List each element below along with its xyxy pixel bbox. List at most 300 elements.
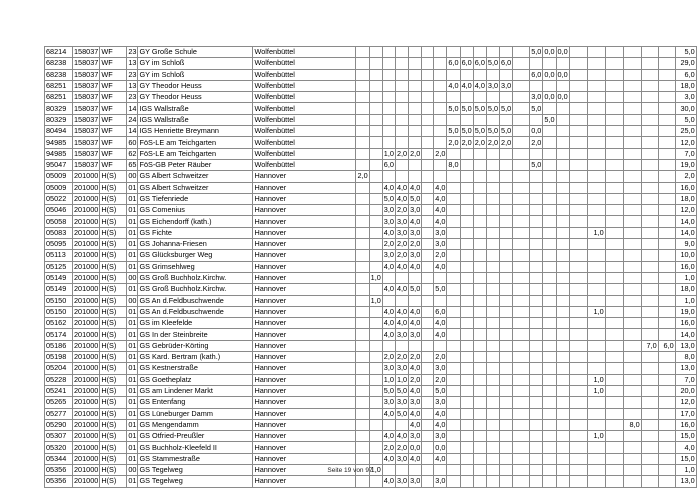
cell-c4: 2,0 <box>396 442 408 452</box>
cell-c6 <box>422 227 434 238</box>
cell-c21 <box>641 453 658 464</box>
cell-c17 <box>569 363 587 374</box>
cell-id: 05344 <box>45 453 73 464</box>
table-row <box>45 408 697 419</box>
cell-school: GS Gebrüder-Körting <box>138 340 253 351</box>
cell-c10: 5,0 <box>474 103 485 113</box>
cell-c15 <box>543 385 556 396</box>
cell-c13 <box>513 126 530 137</box>
cell-c8 <box>447 408 460 419</box>
cell-c10 <box>473 227 486 238</box>
cell-c9 <box>460 363 473 374</box>
cell-city: Wolfenbüttel <box>253 126 356 137</box>
cell-c6 <box>422 374 434 385</box>
cell-nr: 01 <box>128 476 137 486</box>
cell-c7: 4,0 <box>435 318 446 328</box>
cell-c11 <box>486 92 499 103</box>
cell-c9 <box>460 148 473 159</box>
cell-c11 <box>486 374 499 385</box>
cell-nr: 01 <box>128 182 137 192</box>
cell-c18: 1,0 <box>587 385 605 396</box>
cell-c2 <box>369 329 382 340</box>
cell-c19 <box>605 205 623 216</box>
cell-c8 <box>447 340 460 351</box>
cell-c11 <box>486 272 499 283</box>
cell-c18 <box>587 239 605 250</box>
cell-c10 <box>473 47 486 58</box>
cell-c1 <box>356 92 369 103</box>
cell-c9 <box>460 92 473 103</box>
cell-id: 68238 <box>45 69 73 80</box>
cell-code: 201000 <box>74 318 99 328</box>
cell-c15 <box>543 397 556 408</box>
cell-total: 20,0 <box>675 385 696 396</box>
cell-c14 <box>530 363 543 374</box>
cell-c18 <box>587 182 605 193</box>
cell-c16 <box>556 227 569 238</box>
cell-total: 10,0 <box>675 250 696 261</box>
cell-c18 <box>587 159 605 170</box>
cell-school: GS Tegelweg <box>138 476 253 487</box>
cell-type: WF <box>100 114 127 125</box>
cell-c15 <box>543 363 556 374</box>
cell-c8 <box>447 239 460 250</box>
cell-c7: 4,0 <box>435 205 446 215</box>
cell-school: GS Glücksburger Weg <box>138 250 253 261</box>
cell-c14 <box>530 261 543 272</box>
cell-c10 <box>473 295 486 306</box>
cell-c4: 4,0 <box>396 194 408 203</box>
cell-c7: 4,0 <box>435 329 446 339</box>
cell-c19 <box>605 182 623 193</box>
cell-c19 <box>605 340 623 351</box>
cell-c13 <box>513 329 530 340</box>
cell-type: H(S) <box>100 250 127 261</box>
cell-c5: 3,0 <box>410 397 421 407</box>
cell-c16 <box>556 397 569 408</box>
cell-c22 <box>658 250 675 261</box>
cell-c8: 4,0 <box>448 81 459 91</box>
cell-c22 <box>658 159 675 170</box>
cell-c6 <box>422 431 434 442</box>
cell-c1 <box>356 284 369 295</box>
cell-c14 <box>530 216 543 227</box>
cell-c13 <box>513 92 530 103</box>
cell-c16 <box>556 272 569 283</box>
cell-school: FöS-GB Peter Räuber <box>138 159 253 170</box>
cell-c3: 1,0 <box>383 374 394 384</box>
cell-c12 <box>500 92 513 103</box>
cell-c19 <box>605 261 623 272</box>
cell-code: 201000 <box>74 363 99 373</box>
cell-city: Wolfenbüttel <box>253 159 356 170</box>
cell-c2 <box>369 205 382 216</box>
cell-c1 <box>356 453 369 464</box>
cell-c15 <box>543 58 556 69</box>
cell-c12 <box>500 148 513 159</box>
cell-c11 <box>486 284 499 295</box>
cell-c8 <box>447 476 460 487</box>
cell-c12: 5,0 <box>501 126 512 136</box>
cell-c20 <box>623 193 641 204</box>
cell-type: H(S) <box>100 397 127 408</box>
cell-c1 <box>356 318 369 329</box>
cell-nr: 14 <box>128 103 137 113</box>
cell-type: WF <box>100 148 127 159</box>
table-body <box>45 47 697 488</box>
cell-c8 <box>447 261 460 272</box>
cell-school: GY im Schloß <box>138 58 253 69</box>
cell-c9 <box>460 442 473 453</box>
cell-code: 158037 <box>74 137 99 147</box>
cell-id: 05356 <box>45 476 73 487</box>
cell-c4 <box>395 171 408 182</box>
cell-nr: 23 <box>128 47 137 57</box>
cell-c13 <box>513 363 530 374</box>
cell-c3: 4,0 <box>383 182 394 192</box>
cell-c8 <box>447 385 460 396</box>
cell-c12 <box>500 363 513 374</box>
cell-c20 <box>623 92 641 103</box>
cell-c16 <box>556 385 569 396</box>
cell-nr: 01 <box>128 442 137 452</box>
cell-c9 <box>460 431 473 442</box>
cell-c17 <box>569 442 587 453</box>
cell-c1 <box>356 272 369 283</box>
cell-c19 <box>605 69 623 80</box>
cell-c18 <box>587 47 605 58</box>
cell-code: 201000 <box>74 284 99 294</box>
cell-c10 <box>473 329 486 340</box>
cell-school: GS Mengendamm <box>138 419 253 430</box>
cell-c11 <box>486 205 499 216</box>
cell-c7: 3,0 <box>435 363 446 373</box>
cell-c7: 3,0 <box>435 397 446 407</box>
cell-c8 <box>447 148 460 159</box>
cell-c16 <box>556 171 569 182</box>
cell-c3 <box>382 114 395 125</box>
cell-c1 <box>356 58 369 69</box>
cell-city: Hannover <box>253 261 356 272</box>
cell-c19 <box>605 363 623 374</box>
cell-c14 <box>530 295 543 306</box>
cell-c14: 3,0 <box>531 92 542 102</box>
cell-id: 05150 <box>45 295 73 306</box>
cell-c15: 0,0 <box>544 47 555 57</box>
cell-c4 <box>395 47 408 58</box>
cell-c9 <box>460 476 473 487</box>
cell-c1 <box>356 227 369 238</box>
cell-c22 <box>658 216 675 227</box>
cell-c5 <box>409 340 422 351</box>
cell-c12 <box>500 442 513 453</box>
cell-city: Hannover <box>253 193 356 204</box>
cell-c2 <box>369 171 382 182</box>
cell-code: 158037 <box>74 81 99 91</box>
cell-c7: 4,0 <box>435 182 446 192</box>
cell-city: Hannover <box>253 306 356 317</box>
cell-total: 12,0 <box>675 205 696 216</box>
cell-city: Hannover <box>253 250 356 261</box>
cell-c22 <box>658 58 675 69</box>
cell-c3: 4,0 <box>383 227 394 237</box>
cell-c18 <box>587 137 605 148</box>
cell-id: 05186 <box>45 340 73 351</box>
cell-school: GY im Schloß <box>138 69 253 80</box>
cell-school: GS Tiefenriede <box>138 193 253 204</box>
cell-c4: 4,0 <box>396 306 408 316</box>
cell-c22 <box>658 103 675 114</box>
cell-nr: 01 <box>128 363 137 373</box>
cell-total: 15,0 <box>675 431 696 442</box>
cell-city: Hannover <box>253 329 356 340</box>
cell-c21 <box>641 126 658 137</box>
cell-code: 158037 <box>74 160 99 170</box>
cell-school: GS An d.Feldbuschwende <box>138 295 253 306</box>
cell-type: H(S) <box>100 171 127 182</box>
cell-c5: 4,0 <box>410 182 421 192</box>
cell-c7: 2,0 <box>435 148 446 158</box>
cell-school: GS Albert Schweitzer <box>138 182 253 193</box>
cell-c5 <box>409 137 422 148</box>
cell-school: GS In der Steinbreite <box>138 329 253 340</box>
cell-c3: 4,0 <box>383 318 394 328</box>
cell-c8 <box>447 363 460 374</box>
cell-code: 201000 <box>74 171 99 181</box>
table-row <box>45 92 697 103</box>
cell-school: GS Johanna-Friesen <box>138 239 253 250</box>
cell-school: GS Stammestraße <box>138 453 253 464</box>
cell-c17 <box>569 80 587 91</box>
cell-c20 <box>623 318 641 329</box>
cell-c17 <box>569 431 587 442</box>
cell-c8 <box>447 47 460 58</box>
cell-c11 <box>486 227 499 238</box>
cell-c11: 5,0 <box>487 126 499 136</box>
cell-c5: 3,0 <box>410 329 421 339</box>
cell-c6 <box>422 442 434 453</box>
cell-c18 <box>587 193 605 204</box>
cell-c20 <box>623 476 641 487</box>
cell-c4: 3,0 <box>396 397 408 407</box>
cell-c2 <box>369 261 382 272</box>
cell-c1 <box>356 216 369 227</box>
cell-c16 <box>556 148 569 159</box>
table-row <box>45 216 697 227</box>
cell-c4: 3,0 <box>396 216 408 226</box>
cell-c15 <box>543 227 556 238</box>
cell-c6 <box>422 205 434 216</box>
cell-c5 <box>409 47 422 58</box>
cell-c5: 4,0 <box>410 306 421 316</box>
cell-c4 <box>395 137 408 148</box>
cell-code: 201000 <box>74 397 99 407</box>
cell-c1 <box>356 408 369 419</box>
cell-nr: 00 <box>128 295 137 305</box>
cell-c22 <box>658 69 675 80</box>
cell-code: 201000 <box>74 431 99 441</box>
cell-school: GY Theodor Heuss <box>138 92 253 103</box>
table-row <box>45 352 697 363</box>
cell-total: 9,0 <box>675 239 696 250</box>
cell-c17 <box>569 239 587 250</box>
cell-c2 <box>369 419 382 430</box>
cell-c3 <box>382 419 395 430</box>
table-row <box>45 126 697 137</box>
cell-c5: 5,0 <box>410 194 421 203</box>
cell-c8 <box>447 182 460 193</box>
cell-c20 <box>623 137 641 148</box>
cell-total: 8,0 <box>675 352 696 363</box>
cell-school: GS Comenius <box>138 205 253 216</box>
table-row <box>45 295 697 306</box>
cell-c4: 3,0 <box>396 476 408 486</box>
cell-type: H(S) <box>100 318 127 329</box>
cell-c18 <box>587 329 605 340</box>
cell-type: WF <box>100 159 127 170</box>
cell-c1 <box>356 363 369 374</box>
cell-c6 <box>422 47 434 58</box>
cell-c12: 2,0 <box>501 137 512 147</box>
cell-c18 <box>587 363 605 374</box>
cell-c17 <box>569 419 587 430</box>
cell-c9: 2,0 <box>461 137 472 147</box>
cell-id: 05009 <box>45 171 73 182</box>
cell-c14: 6,0 <box>531 69 542 79</box>
cell-c5 <box>409 171 422 182</box>
cell-c14 <box>530 419 543 430</box>
cell-c20 <box>623 239 641 250</box>
cell-city: Hannover <box>253 419 356 430</box>
cell-c10 <box>473 92 486 103</box>
cell-c13 <box>513 114 530 125</box>
cell-c18 <box>587 103 605 114</box>
cell-id: 05125 <box>45 261 73 272</box>
cell-c15 <box>543 306 556 317</box>
cell-nr: 01 <box>128 408 137 418</box>
cell-c14 <box>530 374 543 385</box>
cell-c18 <box>587 261 605 272</box>
cell-c2 <box>369 431 382 442</box>
cell-c7: 5,0 <box>435 284 446 294</box>
cell-c12 <box>500 193 513 204</box>
cell-city: Wolfenbüttel <box>253 58 356 69</box>
cell-c5 <box>409 69 422 80</box>
cell-id: 05174 <box>45 329 73 340</box>
cell-school: IGS Henriette Breymann <box>138 126 253 137</box>
cell-c6 <box>422 137 434 148</box>
cell-c21 <box>641 272 658 283</box>
cell-id: 05095 <box>45 239 73 250</box>
cell-c5: 3,0 <box>410 205 421 215</box>
cell-c12 <box>500 227 513 238</box>
cell-school: GY Große Schule <box>138 47 253 58</box>
cell-total: 12,0 <box>675 397 696 408</box>
cell-c3 <box>382 340 395 351</box>
cell-id: 05046 <box>45 205 73 216</box>
cell-c19 <box>605 92 623 103</box>
cell-c9 <box>460 408 473 419</box>
cell-c11 <box>486 352 499 363</box>
cell-c22 <box>658 126 675 137</box>
cell-c9 <box>460 419 473 430</box>
cell-nr: 23 <box>128 92 137 102</box>
cell-c13 <box>513 340 530 351</box>
cell-c17 <box>569 171 587 182</box>
cell-code: 158037 <box>74 114 99 124</box>
cell-c7: 5,0 <box>435 386 446 396</box>
cell-nr: 60 <box>128 137 137 147</box>
cell-type: WF <box>100 47 127 58</box>
cell-c21 <box>641 397 658 408</box>
table-row <box>45 272 697 283</box>
cell-c20 <box>623 58 641 69</box>
cell-c6 <box>422 216 434 227</box>
cell-c17 <box>569 476 587 487</box>
cell-type: H(S) <box>100 272 127 283</box>
cell-c14: 5,0 <box>531 160 542 170</box>
cell-city: Hannover <box>253 397 356 408</box>
cell-total: 5,0 <box>675 47 696 58</box>
cell-c9 <box>460 318 473 329</box>
cell-c22 <box>658 397 675 408</box>
cell-c7: 2,0 <box>435 250 446 260</box>
cell-city: Hannover <box>253 374 356 385</box>
cell-c6 <box>422 114 434 125</box>
cell-id: 05022 <box>45 193 73 204</box>
cell-c12 <box>500 374 513 385</box>
cell-c15 <box>543 171 556 182</box>
cell-c18 <box>587 148 605 159</box>
cell-type: H(S) <box>100 306 127 317</box>
cell-c13 <box>513 318 530 329</box>
cell-c10 <box>473 408 486 419</box>
cell-c17 <box>569 137 587 148</box>
cell-c4: 2,0 <box>396 205 408 215</box>
cell-city: Hannover <box>253 205 356 216</box>
cell-c22 <box>658 272 675 283</box>
table-row <box>45 453 697 464</box>
cell-c7 <box>434 47 447 58</box>
cell-c14 <box>530 205 543 216</box>
cell-c2 <box>369 385 382 396</box>
cell-c11 <box>486 408 499 419</box>
cell-c8 <box>447 227 460 238</box>
cell-c17 <box>569 58 587 69</box>
cell-total: 14,0 <box>675 329 696 340</box>
cell-c10: 6,0 <box>474 58 485 68</box>
cell-c21 <box>641 159 658 170</box>
cell-c13 <box>513 453 530 464</box>
cell-code: 201000 <box>74 386 99 396</box>
cell-c3 <box>382 295 395 306</box>
cell-c5: 4,0 <box>410 419 421 429</box>
cell-c22 <box>658 193 675 204</box>
cell-c11 <box>486 306 499 317</box>
cell-c22 <box>658 329 675 340</box>
cell-c14 <box>530 80 543 91</box>
cell-total: 29,0 <box>675 58 696 69</box>
cell-c12 <box>500 250 513 261</box>
cell-c2 <box>369 250 382 261</box>
cell-c5 <box>409 92 422 103</box>
cell-c12 <box>500 385 513 396</box>
cell-c14 <box>530 250 543 261</box>
cell-c12 <box>500 318 513 329</box>
cell-c20 <box>623 47 641 58</box>
cell-c3 <box>382 80 395 91</box>
cell-school: FöS-LE am Teichgarten <box>138 137 253 148</box>
